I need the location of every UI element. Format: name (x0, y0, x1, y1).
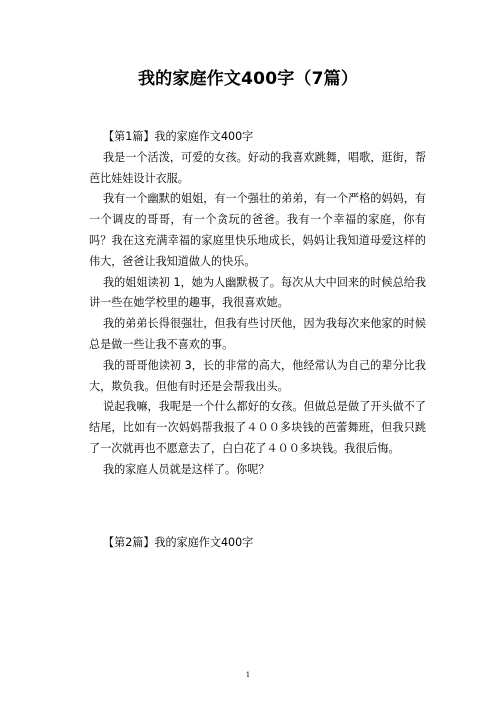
paragraph: 我的家庭人员就是这样了。你呢？ (103, 462, 270, 476)
page-number: 1 (245, 671, 251, 679)
paragraph: 我的弟弟长得很强壮，但我有些讨厌他，因为我每次来他家的时候总是做一些让我不喜欢的事。 (89, 317, 426, 351)
section-heading: 【第1篇】我的家庭作文400字 (103, 130, 254, 143)
paragraph: 我有一个幽默的姐姐，有一个强壮的弟弟，有一个严格的妈妈，有一个调皮的哥哥，有一个贪玩的爸爸。我有一个幸福的家庭，你有吗？我在这充满幸福的家庭里快乐地成长，妈妈让我知道母爱这样的伟大，爸爸让我知道做人的快乐。 (89, 192, 426, 268)
paragraph: 我的姐姐读初 1，她为人幽默极了。每次从大中回来的时候总给我讲一些在她学校里的趣事，我很喜欢她。 (89, 275, 426, 310)
paragraph: 我是一个活泼，可爱的女孩。好动的我喜欢跳舞，唱歌，逛街，帮芭比娃娃设计衣服。 (89, 150, 426, 185)
section-gap (89, 481, 426, 533)
paragraph: 说起我嘛，我呢是一个什么都好的女孩。但做总是做了开头做不了结尾，比如有一次妈妈帮我报了４００多块钱的芭蕾舞班，但我只跳了一次就再也不愿意去了，白白花了４００多块钱。我很后悔。 (89, 400, 426, 455)
document-body (89, 127, 426, 553)
section-heading: 【第2篇】我的家庭作文400字 (103, 535, 254, 549)
paragraph: 我的哥哥他读初 3，长的非常的高大，他经常认为自己的辈分比我大，欺负我。但他有时还是会帮我出头。 (89, 358, 426, 393)
document-title: 我的家庭作文400字（7篇） (137, 69, 359, 89)
